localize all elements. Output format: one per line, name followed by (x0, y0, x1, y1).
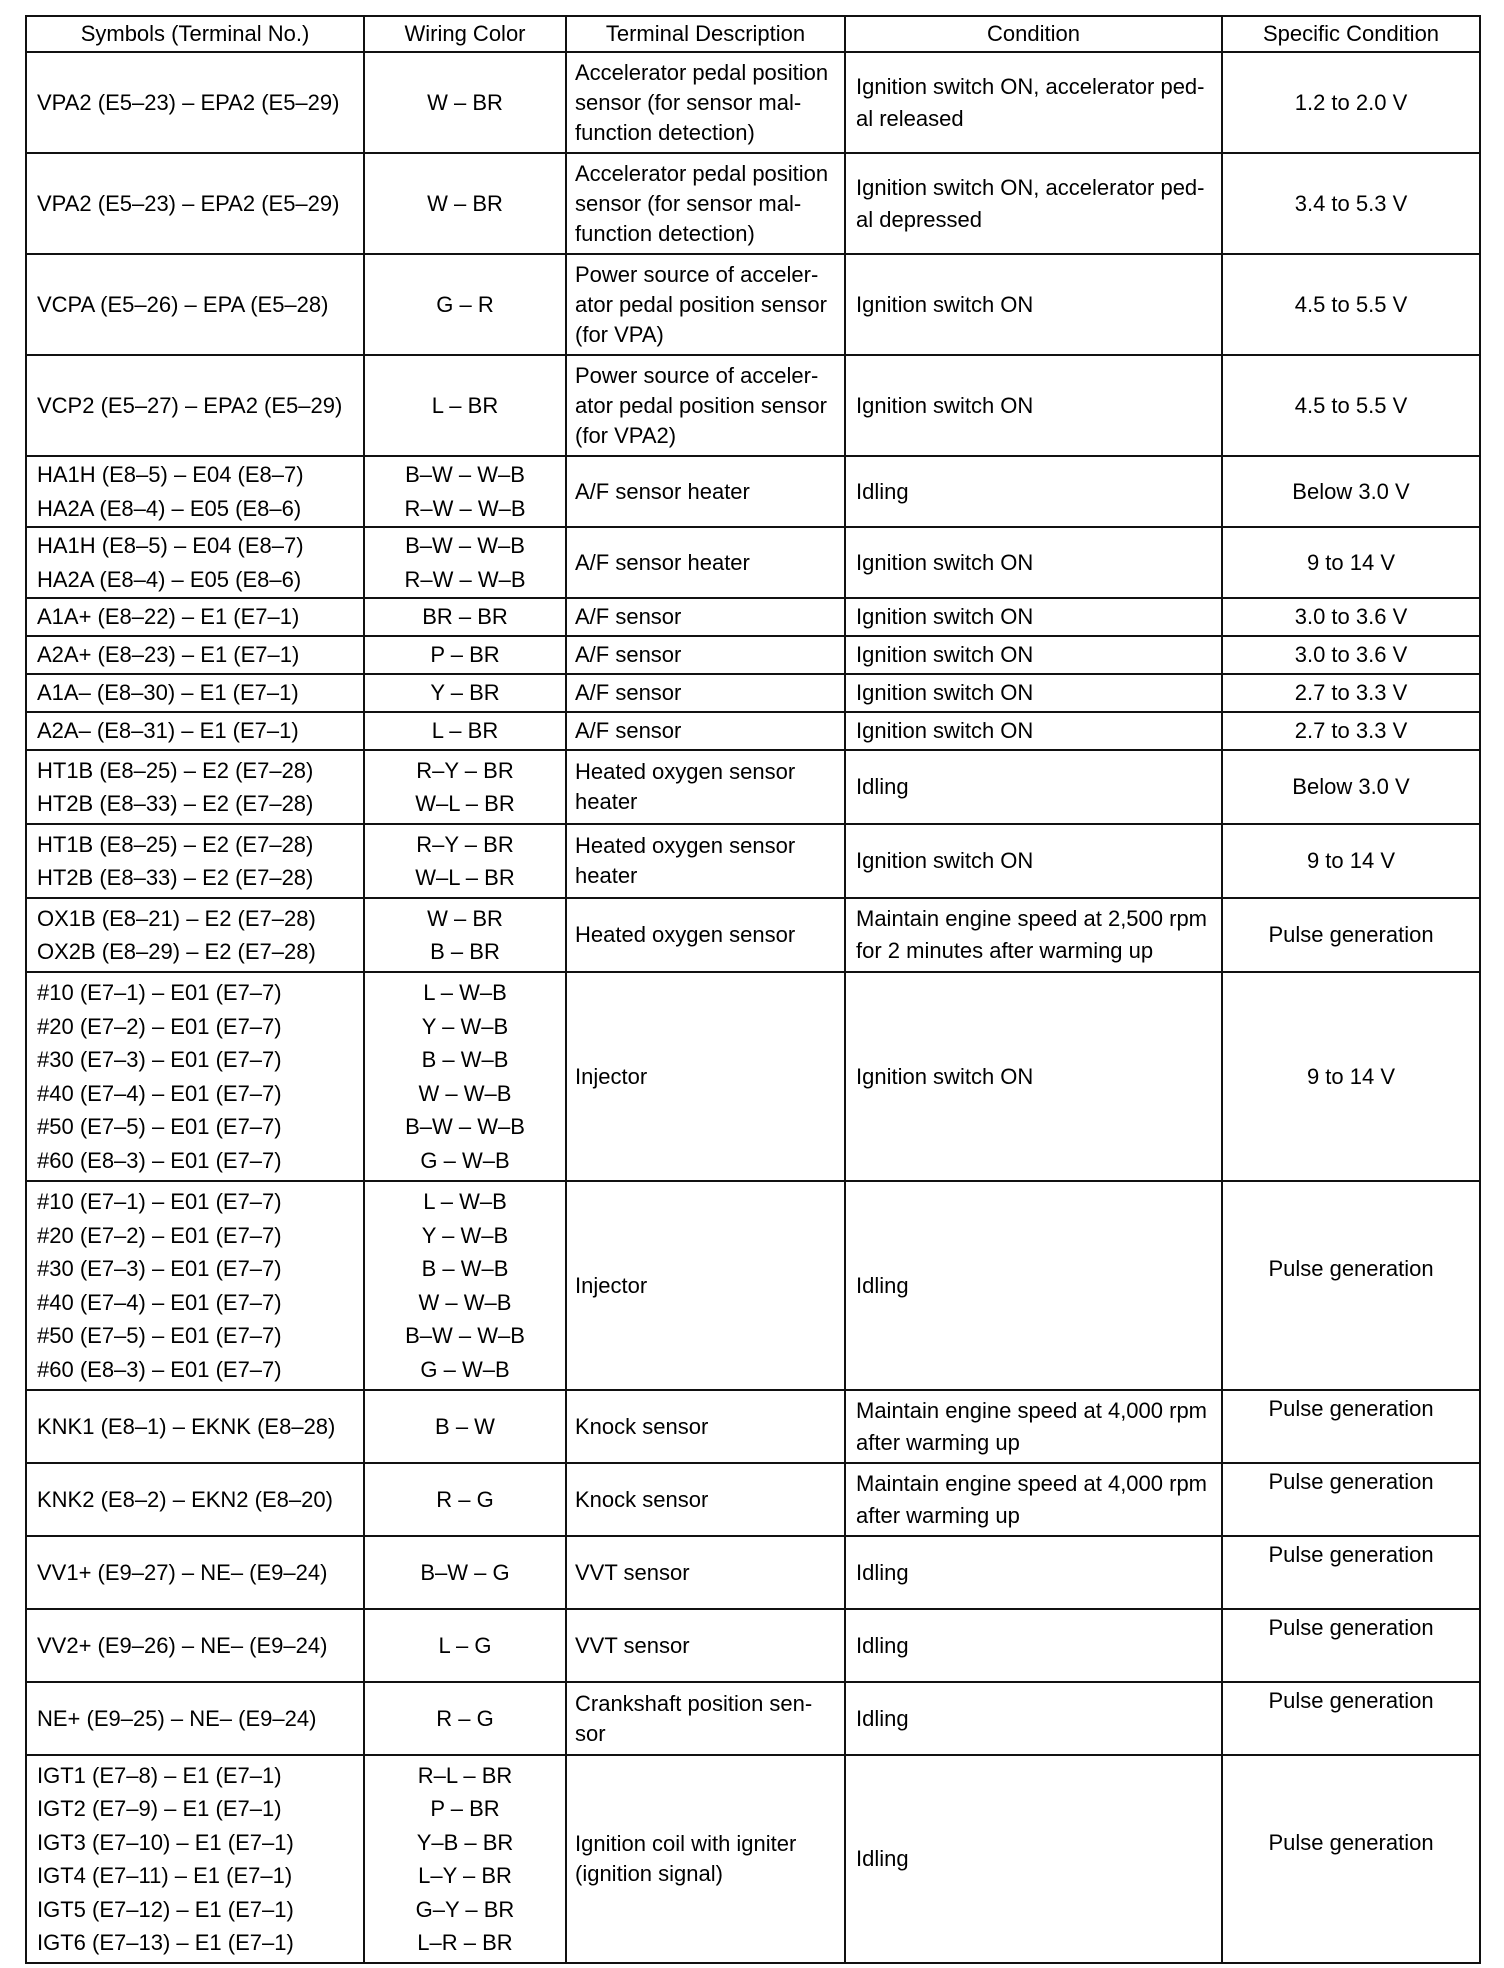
cell-wiring-color: R–Y – BR W–L – BR (364, 824, 566, 898)
header-row (26, 16, 1480, 52)
cell-symbols: HA1H (E8–5) – E04 (E8–7) HA2A (E8–4) – E05 (E8–6) (26, 527, 364, 598)
cell-condition: Ignition switch ON (845, 674, 1222, 712)
cell-specific-condition: Pulse generation (1222, 898, 1480, 972)
cell-specific-condition: 3.0 to 3.6 V (1222, 598, 1480, 636)
cell-wiring-color: B–W – G (364, 1536, 566, 1609)
table-row (26, 52, 1480, 153)
cell-terminal-description: A/F sensor heater (566, 527, 845, 598)
cell-terminal-description: Injector (566, 1181, 845, 1390)
cell-wiring-color: G – R (364, 254, 566, 355)
cell-specific-condition: 9 to 14 V (1222, 527, 1480, 598)
cell-condition: Ignition switch ON (845, 824, 1222, 898)
cell-condition: Maintain engine speed at 2,500 rpm for 2 minutes after warming up (845, 898, 1222, 972)
cell-specific-condition: Pulse generation (1222, 1536, 1480, 1609)
cell-specific-condition: Pulse generation (1222, 1609, 1480, 1682)
table-row (26, 153, 1480, 254)
cell-symbols: VV2+ (E9–26) – NE– (E9–24) (26, 1609, 364, 1682)
table-row (26, 1463, 1480, 1536)
cell-condition: Ignition switch ON (845, 972, 1222, 1181)
cell-specific-condition: Pulse generation (1222, 1682, 1480, 1755)
cell-condition: Ignition switch ON (845, 636, 1222, 674)
cell-condition: Ignition switch ON (845, 355, 1222, 456)
cell-terminal-description: Knock sensor (566, 1463, 845, 1536)
cell-wiring-color: Y – BR (364, 674, 566, 712)
cell-terminal-description: A/F sensor (566, 636, 845, 674)
cell-terminal-description: Ignition coil with igniter (ignition signal) (566, 1755, 845, 1963)
cell-specific-condition: 3.0 to 3.6 V (1222, 636, 1480, 674)
cell-specific-condition: 2.7 to 3.3 V (1222, 674, 1480, 712)
cell-condition: Idling (845, 1682, 1222, 1755)
cell-condition: Ignition switch ON, accelerator ped- al released (845, 52, 1222, 153)
cell-terminal-description: Power source of acceler- ator pedal position sensor (for VPA) (566, 254, 845, 355)
cell-terminal-description: A/F sensor (566, 674, 845, 712)
table-row (26, 712, 1480, 750)
cell-wiring-color: L – W–B Y – W–B B – W–B W – W–B B–W – W–B G – W–B (364, 1181, 566, 1390)
cell-wiring-color: B–W – W–B R–W – W–B (364, 456, 566, 527)
cell-wiring-color: BR – BR (364, 598, 566, 636)
cell-specific-condition: 1.2 to 2.0 V (1222, 52, 1480, 153)
cell-symbols: IGT1 (E7–8) – E1 (E7–1) IGT2 (E7–9) – E1 (E7–1) IGT3 (E7–10) – E1 (E7–1) IGT4 (E7–11) – E1 (E7–1) IGT5 (E7–12) – E1 (E7–1) IGT6 (E7–13) – E1 (E7–1) (26, 1755, 364, 1963)
cell-terminal-description: Accelerator pedal position sensor (for sensor mal- function detection) (566, 52, 845, 153)
cell-symbols: VV1+ (E9–27) – NE– (E9–24) (26, 1536, 364, 1609)
cell-terminal-description: Crankshaft position sen- sor (566, 1682, 845, 1755)
cell-symbols: #10 (E7–1) – E01 (E7–7) #20 (E7–2) – E01 (E7–7) #30 (E7–3) – E01 (E7–7) #40 (E7–4) – E01 (E7–7) #50 (E7–5) – E01 (E7–7) #60 (E8–3) – E01 (E7–7) (26, 1181, 364, 1390)
header-specific-condition: Specific Condition (1222, 16, 1480, 52)
table-row (26, 1609, 1480, 1682)
cell-wiring-color: B–W – W–B R–W – W–B (364, 527, 566, 598)
table-row (26, 355, 1480, 456)
cell-wiring-color: P – BR (364, 636, 566, 674)
cell-specific-condition: 3.4 to 5.3 V (1222, 153, 1480, 254)
cell-condition: Ignition switch ON (845, 527, 1222, 598)
cell-terminal-description: Injector (566, 972, 845, 1181)
cell-wiring-color: R – G (364, 1463, 566, 1536)
table-row (26, 1181, 1480, 1390)
table-row (26, 1536, 1480, 1609)
table-row (26, 456, 1480, 527)
cell-condition: Idling (845, 750, 1222, 824)
cell-condition: Maintain engine speed at 4,000 rpm after warming up (845, 1463, 1222, 1536)
cell-specific-condition: Pulse generation (1222, 1181, 1480, 1390)
cell-wiring-color: W – BR (364, 52, 566, 153)
cell-terminal-description: A/F sensor (566, 712, 845, 750)
table-row (26, 527, 1480, 598)
cell-wiring-color: L – BR (364, 712, 566, 750)
cell-condition: Idling (845, 1609, 1222, 1682)
table-row (26, 1755, 1480, 1963)
cell-terminal-description: A/F sensor heater (566, 456, 845, 527)
cell-symbols: HT1B (E8–25) – E2 (E7–28) HT2B (E8–33) – E2 (E7–28) (26, 824, 364, 898)
cell-terminal-description: Heated oxygen sensor (566, 898, 845, 972)
cell-specific-condition: 4.5 to 5.5 V (1222, 254, 1480, 355)
cell-terminal-description: Knock sensor (566, 1390, 845, 1463)
cell-symbols: VCPA (E5–26) – EPA (E5–28) (26, 254, 364, 355)
table-row (26, 1682, 1480, 1755)
header-condition: Condition (845, 16, 1222, 52)
cell-specific-condition: 9 to 14 V (1222, 824, 1480, 898)
cell-wiring-color: L – G (364, 1609, 566, 1682)
table-row (26, 824, 1480, 898)
cell-terminal-description: Heated oxygen sensor heater (566, 750, 845, 824)
cell-symbols: A2A+ (E8–23) – E1 (E7–1) (26, 636, 364, 674)
cell-symbols: KNK1 (E8–1) – EKNK (E8–28) (26, 1390, 364, 1463)
cell-condition: Idling (845, 456, 1222, 527)
cell-specific-condition: Below 3.0 V (1222, 750, 1480, 824)
cell-symbols: NE+ (E9–25) – NE– (E9–24) (26, 1682, 364, 1755)
cell-condition: Idling (845, 1755, 1222, 1963)
terminal-spec-table (25, 15, 1481, 1964)
cell-condition: Ignition switch ON, accelerator ped- al depressed (845, 153, 1222, 254)
cell-terminal-description: A/F sensor (566, 598, 845, 636)
cell-condition: Idling (845, 1181, 1222, 1390)
cell-wiring-color: W – BR B – BR (364, 898, 566, 972)
header-terminal-description: Terminal Description (566, 16, 845, 52)
table-row (26, 636, 1480, 674)
table-row (26, 972, 1480, 1181)
cell-symbols: A1A– (E8–30) – E1 (E7–1) (26, 674, 364, 712)
cell-wiring-color: B – W (364, 1390, 566, 1463)
cell-condition: Maintain engine speed at 4,000 rpm after warming up (845, 1390, 1222, 1463)
cell-condition: Idling (845, 1536, 1222, 1609)
cell-condition: Ignition switch ON (845, 598, 1222, 636)
table-row (26, 750, 1480, 824)
cell-condition: Ignition switch ON (845, 712, 1222, 750)
table-row (26, 254, 1480, 355)
cell-specific-condition: Pulse generation (1222, 1755, 1480, 1963)
cell-symbols: #10 (E7–1) – E01 (E7–7) #20 (E7–2) – E01 (E7–7) #30 (E7–3) – E01 (E7–7) #40 (E7–4) – E01 (E7–7) #50 (E7–5) – E01 (E7–7) #60 (E8–3) – E01 (E7–7) (26, 972, 364, 1181)
cell-specific-condition: Pulse generation (1222, 1390, 1480, 1463)
cell-specific-condition: 4.5 to 5.5 V (1222, 355, 1480, 456)
cell-terminal-description: VVT sensor (566, 1536, 845, 1609)
cell-wiring-color: R–L – BR P – BR Y–B – BR L–Y – BR G–Y – BR L–R – BR (364, 1755, 566, 1963)
cell-wiring-color: R–Y – BR W–L – BR (364, 750, 566, 824)
cell-terminal-description: Accelerator pedal position sensor (for sensor mal- function detection) (566, 153, 845, 254)
cell-symbols: HA1H (E8–5) – E04 (E8–7) HA2A (E8–4) – E05 (E8–6) (26, 456, 364, 527)
table-row (26, 598, 1480, 636)
cell-symbols: VCP2 (E5–27) – EPA2 (E5–29) (26, 355, 364, 456)
cell-specific-condition: 2.7 to 3.3 V (1222, 712, 1480, 750)
cell-symbols: A2A– (E8–31) – E1 (E7–1) (26, 712, 364, 750)
cell-terminal-description: Power source of acceler- ator pedal position sensor (for VPA2) (566, 355, 845, 456)
table-row (26, 898, 1480, 972)
cell-specific-condition: 9 to 14 V (1222, 972, 1480, 1181)
cell-symbols: A1A+ (E8–22) – E1 (E7–1) (26, 598, 364, 636)
header-wiring-color: Wiring Color (364, 16, 566, 52)
cell-terminal-description: VVT sensor (566, 1609, 845, 1682)
header-symbols: Symbols (Terminal No.) (26, 16, 364, 52)
cell-symbols: HT1B (E8–25) – E2 (E7–28) HT2B (E8–33) – E2 (E7–28) (26, 750, 364, 824)
cell-symbols: OX1B (E8–21) – E2 (E7–28) OX2B (E8–29) – E2 (E7–28) (26, 898, 364, 972)
cell-condition: Ignition switch ON (845, 254, 1222, 355)
cell-symbols: KNK2 (E8–2) – EKN2 (E8–20) (26, 1463, 364, 1536)
cell-wiring-color: W – BR (364, 153, 566, 254)
cell-wiring-color: R – G (364, 1682, 566, 1755)
table-row (26, 1390, 1480, 1463)
cell-terminal-description: Heated oxygen sensor heater (566, 824, 845, 898)
cell-wiring-color: L – BR (364, 355, 566, 456)
cell-wiring-color: L – W–B Y – W–B B – W–B W – W–B B–W – W–B G – W–B (364, 972, 566, 1181)
cell-symbols: VPA2 (E5–23) – EPA2 (E5–29) (26, 52, 364, 153)
cell-symbols: VPA2 (E5–23) – EPA2 (E5–29) (26, 153, 364, 254)
cell-specific-condition: Pulse generation (1222, 1463, 1480, 1536)
cell-specific-condition: Below 3.0 V (1222, 456, 1480, 527)
table-row (26, 674, 1480, 712)
